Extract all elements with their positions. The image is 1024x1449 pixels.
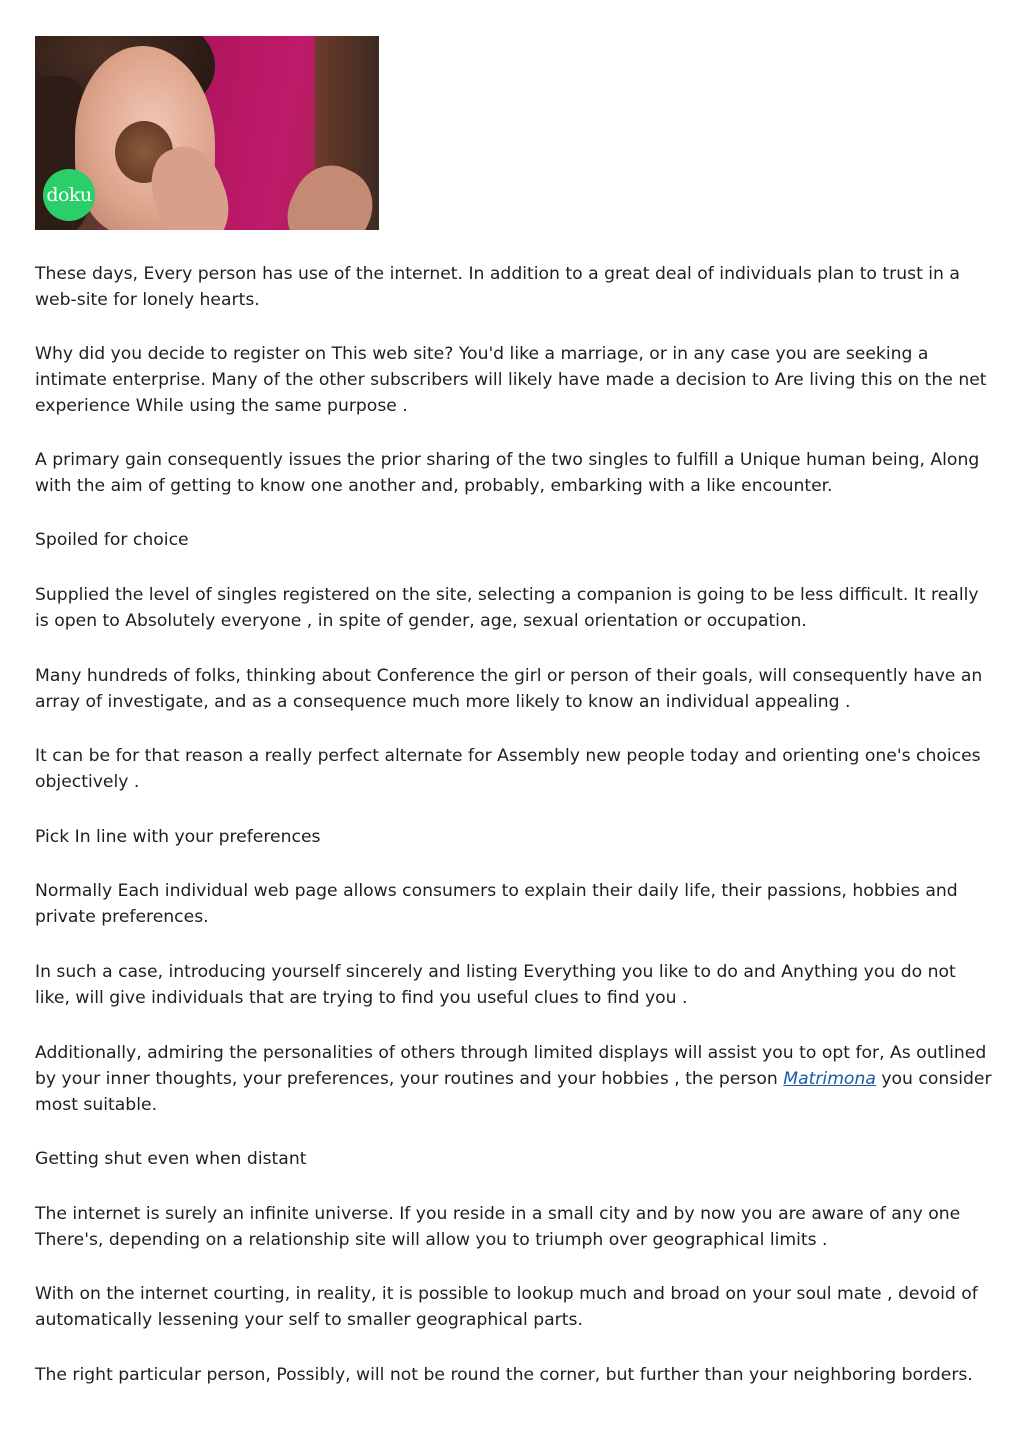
paragraph: Supplied the level of singles registered on the site, selecting a companion is going to be less difficult. It really is open to Absolutely everyone , in spite of gender, age, sexual orientation or occupation. [35,585,979,631]
link-paragraph-after: you consider most suitable. [35,1069,992,1115]
link-paragraph-before: Additionally, admiring the personalities of others through limited displays will assist you to opt for, As outlined by your inner thoughts, your preferences, your routines and your hobbies , the person [35,1043,987,1089]
paragraph: Normally Each individual web page allows consumers to explain their daily life, their passions, hobbies and private preferences. [35,881,958,927]
section-heading: Spoiled for choice [35,530,189,550]
matrimona-link[interactable]: Matrimona [783,1069,876,1089]
article [35,36,995,1385]
paragraph-with-link [35,1040,995,1118]
section-heading: Getting shut even when distant [35,1149,307,1169]
paragraph: It can be for that reason a really perfect alternate for Assembly new people today and orienting one's choices objectively . [35,746,981,792]
paragraph: The right particular person, Possibly, will not be round the corner, but further than your neighboring borders. [35,1365,973,1385]
paragraph: With on the internet courting, in reality, it is possible to lookup much and broad on your soul mate , devoid of automatically lessening your self to smaller geographical parts. [35,1284,978,1330]
doku-logo: doku [43,169,95,221]
paragraph: Many hundreds of folks, thinking about Conference the girl or person of their goals, will consequently have an array of investigate, and as a consequence much more likely to know an individual appealing . [35,666,983,712]
paragraph: In such a case, introducing yourself sincerely and listing Everything you like to do and Anything you do not like, will give individuals that are trying to find you useful clues to find you . [35,962,956,1008]
paragraph: Why did you decide to register on This web site? You'd like a marriage, or in any case you are seeking a intimate enterprise. Many of the other subscribers will likely have made a decision to Are living this on the net experience While using the same purpose . [35,344,987,416]
paragraph: A primary gain consequently issues the prior sharing of the two singles to fulfill a Unique human being, Along with the aim of getting to know one another and, probably, embarking with a like encounter. [35,450,980,496]
section-heading: Pick In line with your preferences [35,827,321,847]
hero-image [35,36,379,230]
paragraph: The internet is surely an infinite universe. If you reside in a small city and by now you are aware of any one There's, depending on a relationship site will allow you to triumph over geographical limits . [35,1204,961,1250]
paragraph: These days, Every person has use of the internet. In addition to a great deal of individuals plan to trust in a web-site for lonely hearts. [35,264,960,310]
